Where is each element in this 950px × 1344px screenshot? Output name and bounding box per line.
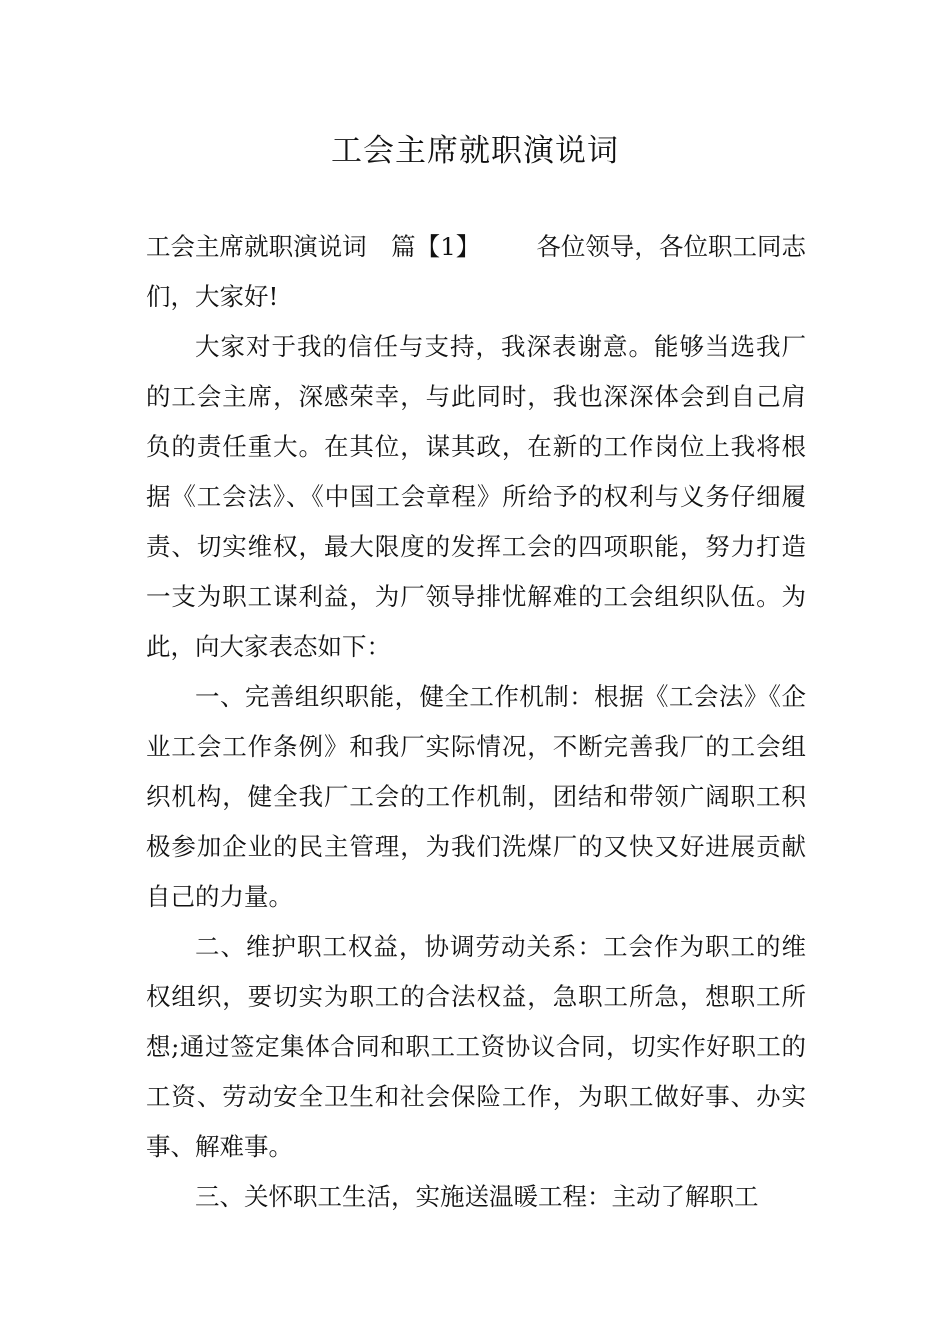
paragraph-3: 二、维护职工权益，协调劳动关系：工会作为职工的维权组织，要切实为职工的合法权益，急职工所急，想职工所想;通过签定集体合同和职工工资协议合同，切实作好职工的工资、劳动安全卫生和社会保险工作，为职工做好事、办实事、解难事。	[146, 932, 806, 1161]
document-body	[146, 222, 806, 1222]
intro-paragraph	[146, 222, 806, 322]
paragraph-1: 大家对于我的信任与支持，我深表谢意。能够当选我厂的工会主席，深感荣幸，与此同时，我也深深体会到自己肩负的责任重大。在其位，谋其政，在新的工作岗位上我将根据《工会法》、《中国工会章程》所给予的权利与义务仔细履责、切实维权，最大限度的发挥工会的四项职能，努力打造一支为职工谋利益，为厂领导排忧解难的工会组织队伍。为此，向大家表态如下：	[146, 332, 806, 661]
intro-heading: 工会主席就职演说词 篇【1】	[146, 232, 481, 261]
paragraph-4: 三、关怀职工生活，实施送温暖工程：主动了解职工	[195, 1182, 759, 1211]
paragraph-2: 一、完善组织职能，健全工作机制：根据《工会法》《企业工会工作条例》和我厂实际情况，不断完善我厂的工会组织机构，健全我厂工会的工作机制，团结和带领广阔职工积极参加企业的民主管理，为我们洗煤厂的又快又好进展贡献自己的力量。	[146, 682, 806, 911]
greeting-text: 各位领导，各位职工同志们，大家好!	[146, 232, 807, 311]
document-title: 工会主席就职演说词	[331, 133, 619, 169]
